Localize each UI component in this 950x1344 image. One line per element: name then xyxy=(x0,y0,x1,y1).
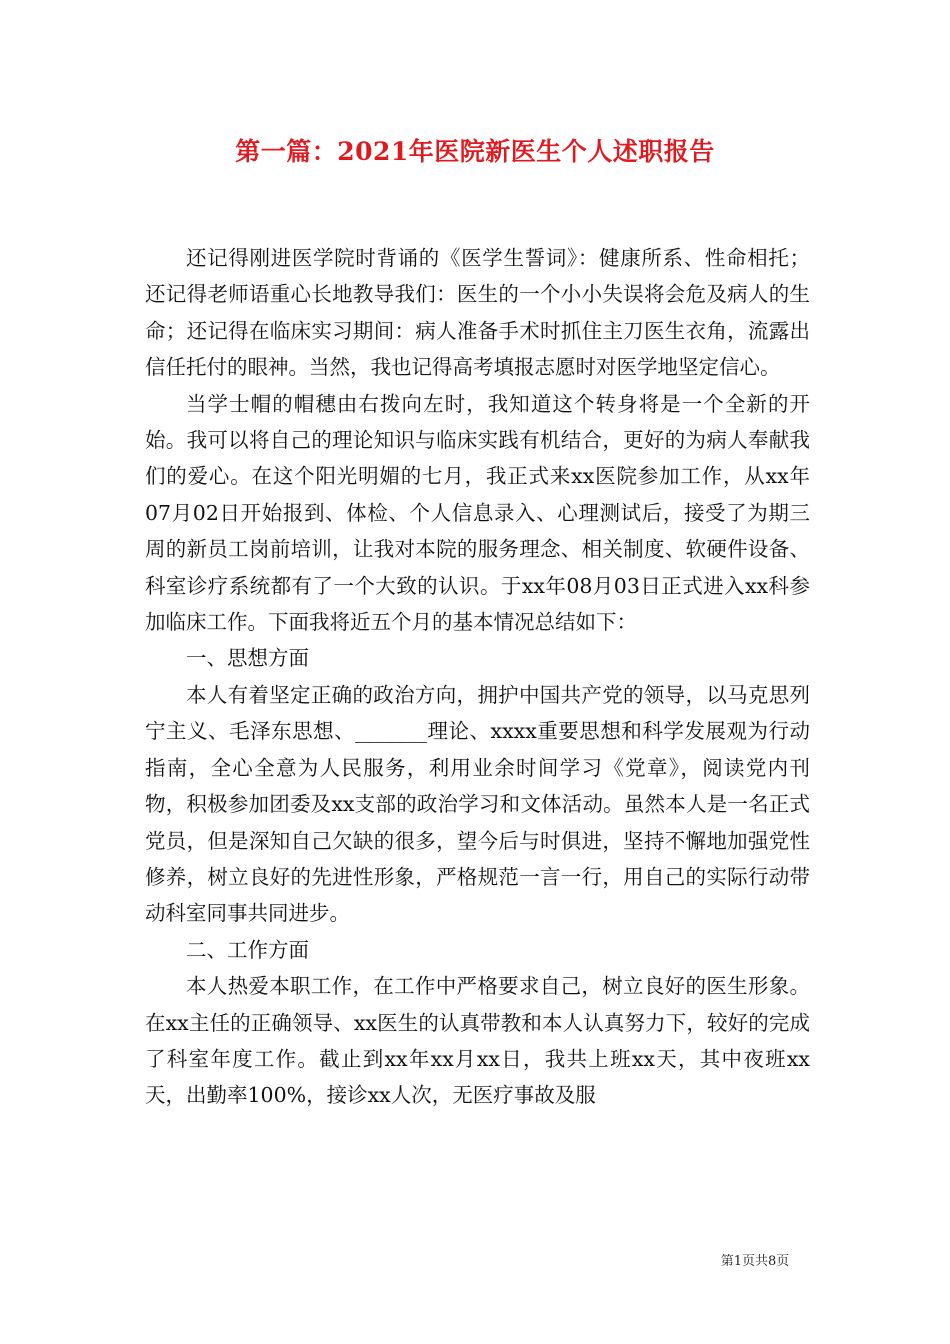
paragraph: 还记得刚进医学院时背诵的《医学生誓词》：健康所系、性命相托；还记得老师语重心长地教导我们：医生的一个小小失误将会危及病人的生命；还记得在临床实习期间：病人准备手术时抓住主刀医生衣角，流露出信任托付的眼神。当然，我也记得高考填报志愿时对医学地坚定信心。 xyxy=(145,246,810,380)
page-title: 第一篇：2021年医院新医生个人述职报告 xyxy=(235,137,715,166)
paragraph: 当学士帽的帽穗由右拨向左时，我知道这个转身将是一个全新的开始。我可以将自己的理论知识与临床实践有机结合，更好的为病人奉献我们的爱心。在这个阳光明媚的七月，我正式来xx医院参加工作，从xx年07月02日开始报到、体检、个人信息录入、心理测试后，接受了为期三周的新员工岗前培训，让我对本院的服务理念、相关制度、软硬件设备、科室诊疗系统都有了一个大致的认识。于xx年08月03日正式进入xx科参加临床工作。下面我将近五个月的基本情况总结如下： xyxy=(145,391,810,635)
section-heading-work: 二、工作方面 xyxy=(186,937,309,962)
paragraph: 本人有着坚定正确的政治方向，拥护中国共产党的领导，以马克思列宁主义、毛泽东思想、_______理论、xxxx重要思想和科学发展观为行动指南，全心全意为人民服务，利用业余时间学习《党章》，阅读党内刊物，积极参加团委及xx支部的政治学习和文体活动。虽然本人是一名正式党员，但是深知自己欠缺的很多，望今后与时俱进，坚持不懈地加强党性修养，树立良好的先进性形象，严格规范一言一行，用自己的实际行动带动科室同事共同进步。 xyxy=(145,682,810,926)
document-body xyxy=(145,240,810,1114)
paragraph: 本人热爱本职工作，在工作中严格要求自己，树立良好的医生形象。在xx主任的正确领导、xx医生的认真带教和本人认真努力下，较好的完成了科室年度工作。截止到xx年xx月xx日，我共上班xx天，其中夜班xx天，出勤率100%，接诊xx人次，无医疗事故及服 xyxy=(145,974,810,1108)
section-heading-thought: 一、思想方面 xyxy=(186,646,309,671)
page-number: 第1页共8页 xyxy=(720,1254,790,1269)
